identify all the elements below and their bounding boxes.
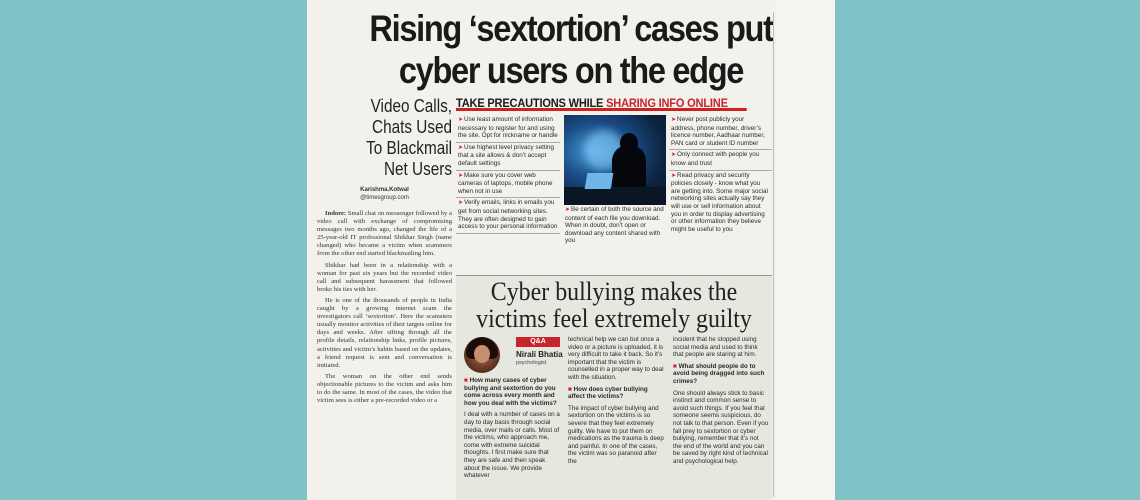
tip-text: Make sure you cover web cameras of laptops, mobile phone when not in use bbox=[458, 171, 553, 195]
qa-headline-line-2: victims feel extremely guilty bbox=[476, 304, 752, 333]
arrow-icon: ➤ bbox=[671, 172, 677, 179]
tip-text: Verify emails, links in emails you get from social networking sites. They are often designed to gain access to your personal information bbox=[458, 199, 558, 231]
tip-item bbox=[456, 198, 560, 233]
question bbox=[464, 377, 560, 407]
precautions-box bbox=[456, 95, 772, 275]
square-bullet-icon: ■ bbox=[464, 377, 468, 384]
column-rule bbox=[773, 12, 774, 497]
qa-column-1 bbox=[464, 377, 560, 484]
answer: technical help we can but once a video or a picture is uploaded, it is very difficult to take it back. So it’s important that the victim is counselled in a proper way to deal with the situation. bbox=[568, 336, 664, 381]
answer: I deal with a number of cases on a day to day basis through social media, over mails or calls. Most of the victims, who approach me, come with extreme suicidal thoughts. I first make sure that they are safe and then speak about the issue. We provide whatever bbox=[464, 411, 560, 480]
precautions-title-red: SHARING INFO ONLINE bbox=[606, 96, 728, 110]
question-text: How many cases of cyber bullying and sextortion do you come across every month and how you deal with the victims? bbox=[464, 377, 557, 407]
question-text: What should people do to avoid being dragged into such crimes? bbox=[673, 362, 765, 385]
face-shape bbox=[474, 345, 490, 363]
byline-name: Karishma.Kotwal bbox=[360, 187, 409, 193]
story-paragraph: Shikhar had been in a relationship with a woman for past six years but the recorded video call and subsequent harassment that followed broke his ties with her. bbox=[317, 261, 452, 293]
tip-text: Be certain of both the source and content of each file you download. When in doubt, don’t open or download any content shared with you bbox=[565, 206, 664, 245]
subhead-line-4: Net Users bbox=[383, 159, 452, 179]
arrow-icon: ➤ bbox=[458, 144, 464, 151]
tip-item bbox=[456, 115, 560, 143]
page-margin bbox=[776, 0, 835, 500]
tips-column-left bbox=[456, 115, 560, 234]
tip-item bbox=[669, 150, 772, 170]
square-bullet-icon: ■ bbox=[568, 385, 572, 393]
answer: One should always stick to basic instinct and common sense to avoid such things. If you feel that someone seems suspicious, do not talk to that person. Even if you fall prey to sextortion or cyber bullying, remember that it’s not the end of the world and you can be saved by right kind of technical and psychological help. bbox=[673, 389, 769, 465]
arrow-icon: ➤ bbox=[671, 117, 677, 123]
hooded-figure-body bbox=[612, 145, 646, 189]
precautions-title-black: TAKE PRECAUTIONS WHILE bbox=[456, 96, 607, 110]
qa-column-2 bbox=[568, 336, 665, 470]
tip-item bbox=[669, 171, 772, 236]
newspaper-clipping bbox=[307, 0, 835, 500]
tip-text: Only connect with people you know and trust bbox=[671, 151, 760, 167]
headline-line-2: cyber users on the edge bbox=[398, 50, 744, 91]
tip-text: Use least amount of information necessary to register for and using the site. Opt for nickname or handle bbox=[458, 116, 558, 140]
main-story-column bbox=[317, 96, 452, 500]
story-body bbox=[317, 210, 452, 405]
qa-column-3 bbox=[673, 336, 769, 470]
square-bullet-icon: ■ bbox=[673, 362, 677, 370]
arrow-icon: ➤ bbox=[565, 207, 571, 213]
question bbox=[673, 363, 769, 386]
arrow-icon: ➤ bbox=[458, 200, 464, 207]
subhead-line-2: Chats Used bbox=[372, 117, 452, 137]
hacker-photo bbox=[564, 115, 666, 205]
subhead-line-3: To Blackmail bbox=[366, 138, 452, 158]
tip-item bbox=[669, 115, 772, 150]
laptop-screen bbox=[585, 173, 614, 189]
qa-headline-line-1: Cyber bullying makes the bbox=[490, 277, 738, 306]
arrow-icon: ➤ bbox=[458, 117, 464, 123]
expert-name: Nirali Bhatia bbox=[516, 350, 563, 359]
qa-section bbox=[456, 275, 772, 500]
precautions-title bbox=[456, 95, 747, 111]
story-dateline: Indore: bbox=[325, 210, 347, 217]
desk-shape bbox=[564, 187, 666, 205]
question bbox=[568, 386, 665, 401]
tip-text: Use highest level privacy setting that a site allows & don’t accept default settings bbox=[458, 143, 554, 167]
subhead bbox=[337, 96, 452, 180]
tip-item bbox=[563, 205, 667, 247]
tip-text: Read privacy and security policies closely - know what you are getting into. Some major social networking sites actually say they will use or sell information about you in order to display advertising or other information they believe might be useful to you bbox=[671, 171, 768, 233]
byline-email: @timesgroup.com bbox=[360, 195, 409, 201]
tip-item bbox=[456, 143, 560, 171]
story-paragraph: The woman on the other end sends objectionable pictures to the victim and asks him to do the same. In most of the cases, the video that victim sees is either a pre-recorded video or a bbox=[317, 372, 452, 405]
arrow-icon: ➤ bbox=[671, 152, 677, 159]
story-paragraph: He is one of the thousands of people in India caught by a growing internet scam the investigators call ‘sextortion’. Here the scamsters usually monitor activities of their targets online for days and weeks. After sifting through all the profile details, relationship links, profile pictures, activities and victim’s habits based on the updates, a friend request is sent and conversation is initiated. bbox=[317, 296, 452, 369]
story-text: Small chat on messenger followed by a video call with exchange of compromising messages two months ago, changed the life of a 25-year-old IT professional Shikhar Singh (name changed) who became a victim when scammers from the other end started blackmailing him. bbox=[317, 210, 452, 258]
question-text: How does cyber bullying affect the victims? bbox=[568, 385, 648, 401]
expert-photo bbox=[464, 337, 500, 373]
story-paragraph bbox=[317, 210, 452, 259]
answer: The impact of cyber bullying and sextortion on the victims is so severe that they feel extremely guilty. We have to put them on medications as the trauma is deep and painful. In one of the cases, the victim was so paranoid after the bbox=[568, 404, 664, 465]
tips-column-middle bbox=[563, 205, 667, 247]
headline bbox=[339, 8, 804, 92]
subhead-line-1: Video Calls, bbox=[370, 96, 452, 116]
tip-item bbox=[456, 171, 560, 199]
tips-column-right bbox=[669, 115, 772, 235]
headline-line-1: Rising ‘sextortion’ cases put bbox=[369, 8, 773, 49]
arrow-icon: ➤ bbox=[458, 172, 464, 179]
expert-role: psychologist bbox=[516, 360, 547, 366]
qa-headline bbox=[469, 278, 760, 332]
answer: incident that he stopped using social media and used to think that people are staring at him. bbox=[673, 336, 758, 359]
tip-text: Never post publicly your address, phone number, driver’s licence number, Aadhaar number, PAN card or student ID number bbox=[671, 116, 765, 147]
qa-badge: Q&A bbox=[516, 337, 560, 347]
